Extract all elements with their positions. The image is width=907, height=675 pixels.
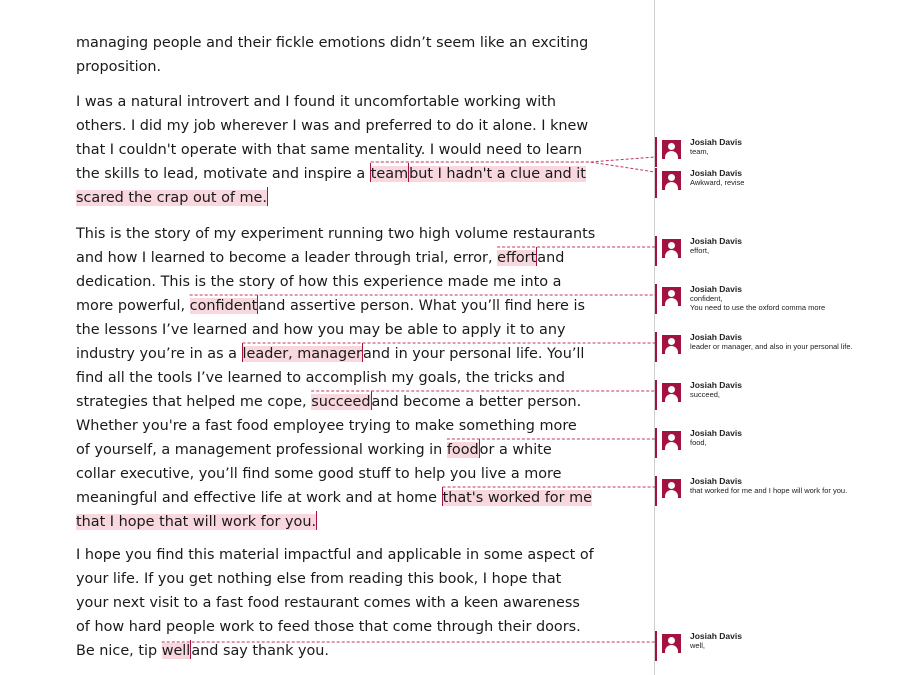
- comment-author: Josiah Davis: [690, 168, 742, 178]
- text-run: the lessons I’ve learned and how you may be able to apply it to any: [76, 322, 566, 338]
- text-run: and say thank you.: [191, 643, 329, 659]
- text-run: your next visit to a fast food restaurant comes with a keen awareness: [76, 595, 580, 611]
- person-icon: [662, 287, 681, 306]
- text-run: find all the tools I’ve learned to accomplish my goals, the tricks and: [76, 370, 566, 386]
- comment-text: [690, 178, 744, 187]
- text-line[interactable]: [76, 114, 588, 138]
- text-run: and in your personal life. You’ll: [362, 346, 585, 362]
- comment-text-line: Awkward, revise: [690, 178, 745, 187]
- text-line[interactable]: [76, 486, 595, 510]
- text-run: proposition.: [76, 59, 162, 75]
- comment-text: [690, 246, 709, 255]
- text-run: Be nice, tip: [76, 643, 162, 659]
- comment-text-line: well,: [690, 641, 706, 650]
- comment-range-end-marker: [267, 187, 268, 206]
- comment-accent-bar: [655, 428, 657, 458]
- comment-accent-bar: [655, 332, 657, 362]
- comment-balloon[interactable]: [655, 332, 900, 362]
- comment-balloon[interactable]: [655, 380, 900, 410]
- comment-accent-bar: [655, 236, 657, 266]
- person-icon: [662, 479, 681, 498]
- body-paragraph[interactable]: [76, 543, 594, 663]
- commented-text[interactable]: succeed: [311, 394, 371, 410]
- person-icon: [662, 634, 681, 653]
- commented-text[interactable]: that's worked for me: [442, 490, 592, 506]
- text-run: and assertive person. What you’ll find here is: [258, 298, 585, 314]
- commented-text[interactable]: leader, manager: [242, 346, 362, 362]
- person-icon: [662, 431, 681, 450]
- text-run: collar executive, you’ll find some good stuff to help you live a more: [76, 466, 562, 482]
- text-line[interactable]: [76, 55, 588, 79]
- text-line[interactable]: [76, 222, 595, 246]
- comment-author: Josiah Davis: [690, 631, 742, 641]
- comment-author: Josiah Davis: [690, 476, 742, 486]
- comment-balloon[interactable]: [655, 476, 900, 506]
- text-line[interactable]: [76, 318, 595, 342]
- text-run: more powerful,: [76, 298, 190, 314]
- text-line[interactable]: [76, 567, 594, 591]
- text-line[interactable]: [76, 390, 595, 414]
- text-run: strategies that helped me cope,: [76, 394, 312, 410]
- comment-accent-bar: [655, 168, 657, 198]
- text-line[interactable]: [76, 294, 595, 318]
- person-icon: [662, 140, 681, 159]
- person-icon: [662, 171, 681, 190]
- text-line[interactable]: [76, 138, 588, 162]
- text-line[interactable]: [76, 186, 588, 210]
- comment-accent-bar: [655, 137, 657, 167]
- commented-text[interactable]: effort: [497, 250, 537, 266]
- comment-balloon[interactable]: [655, 236, 900, 266]
- body-paragraph[interactable]: [76, 222, 595, 534]
- text-line[interactable]: [76, 438, 595, 462]
- person-icon: [662, 239, 681, 258]
- commented-text[interactable]: that I hope that will work for you.: [76, 514, 317, 530]
- text-run: and become a better person.: [371, 394, 582, 410]
- comment-text: [690, 390, 720, 399]
- comment-text: [690, 641, 705, 650]
- text-line[interactable]: [76, 366, 595, 390]
- comment-text: [690, 486, 847, 495]
- text-run: Whether you're a fast food employee trying to make something more: [76, 418, 577, 434]
- comment-balloon[interactable]: [655, 428, 900, 458]
- comment-range-end-marker: [316, 511, 317, 530]
- commented-text[interactable]: well: [161, 643, 191, 659]
- commented-text[interactable]: team: [370, 166, 409, 182]
- text-run: This is the story of my experiment running two high volume restaurants: [76, 226, 596, 242]
- text-line[interactable]: [76, 543, 594, 567]
- text-line[interactable]: [76, 591, 594, 615]
- commented-text[interactable]: confident: [189, 298, 258, 314]
- text-line[interactable]: [76, 342, 595, 366]
- person-icon: [662, 335, 681, 354]
- text-line[interactable]: [76, 162, 588, 186]
- comment-balloon[interactable]: [655, 137, 900, 167]
- text-line[interactable]: [76, 31, 588, 55]
- comment-accent-bar: [655, 284, 657, 314]
- text-run: and how I learned to become a leader through trial, error,: [76, 250, 498, 266]
- text-run: or a white: [479, 442, 552, 458]
- comment-text: [690, 147, 709, 156]
- text-run: the skills to lead, motivate and inspire a: [76, 166, 370, 182]
- text-run: I was a natural introvert and I found it uncomfortable working with: [76, 94, 557, 110]
- text-line[interactable]: [76, 615, 594, 639]
- comment-author: Josiah Davis: [690, 284, 742, 294]
- text-line[interactable]: [76, 270, 595, 294]
- comment-balloon[interactable]: [655, 631, 900, 661]
- text-run: that I couldn't operate with that same mentality. I would need to learn: [76, 142, 583, 158]
- comment-text: [690, 438, 707, 447]
- body-paragraph[interactable]: [76, 31, 588, 79]
- text-line[interactable]: [76, 510, 595, 534]
- text-line[interactable]: [76, 90, 588, 114]
- text-run: dedication. This is the story of how this experience made me into a: [76, 274, 562, 290]
- person-icon: [662, 383, 681, 402]
- commented-text[interactable]: but I hadn't a clue and it: [409, 166, 586, 182]
- body-paragraph[interactable]: [76, 90, 588, 210]
- comment-text-line: team,: [690, 147, 709, 156]
- text-run: your life. If you get nothing else from reading this book, I hope that: [76, 571, 562, 587]
- comment-accent-bar: [655, 476, 657, 506]
- text-run: industry you’re in as a: [76, 346, 242, 362]
- commented-text[interactable]: scared the crap out of me.: [76, 190, 267, 206]
- text-run: I hope you find this material impactful and applicable in some aspect of: [76, 547, 594, 563]
- comment-accent-bar: [655, 380, 657, 410]
- comment-balloon[interactable]: [655, 168, 900, 198]
- text-line[interactable]: [76, 246, 595, 270]
- comment-text: [690, 342, 853, 351]
- comment-text-line: leader or manager, and also in your personal life.: [690, 342, 853, 351]
- text-line[interactable]: [76, 414, 595, 438]
- text-run: meaningful and effective life at work and at home: [76, 490, 442, 506]
- comment-author: Josiah Davis: [690, 428, 742, 438]
- comment-text-line: that worked for me and I hope will work for you.: [690, 486, 848, 495]
- text-run: of how hard people work to feed those that come through their doors.: [76, 619, 581, 635]
- comment-text-line: succeed,: [690, 390, 721, 399]
- text-run: and: [537, 250, 565, 266]
- commented-text[interactable]: food: [446, 442, 479, 458]
- comment-text-line: confident,: [690, 294, 723, 303]
- comment-author: Josiah Davis: [690, 137, 742, 147]
- comment-text: [690, 294, 825, 312]
- comment-text-line: food,: [690, 438, 707, 447]
- comment-text-line: You need to use the oxford comma more: [690, 303, 826, 312]
- text-line[interactable]: [76, 462, 595, 486]
- comment-author: Josiah Davis: [690, 236, 742, 246]
- comment-author: Josiah Davis: [690, 332, 742, 342]
- text-line[interactable]: [76, 639, 594, 663]
- text-run: managing people and their fickle emotions didn’t seem like an exciting: [76, 35, 589, 51]
- text-run: others. I did my job wherever I was and preferred to do it alone. I knew: [76, 118, 589, 134]
- text-run: of yourself, a management professional working in: [76, 442, 447, 458]
- comment-accent-bar: [655, 631, 657, 661]
- comment-text-line: effort,: [690, 246, 710, 255]
- comment-balloon[interactable]: [655, 284, 900, 314]
- comment-author: Josiah Davis: [690, 380, 742, 390]
